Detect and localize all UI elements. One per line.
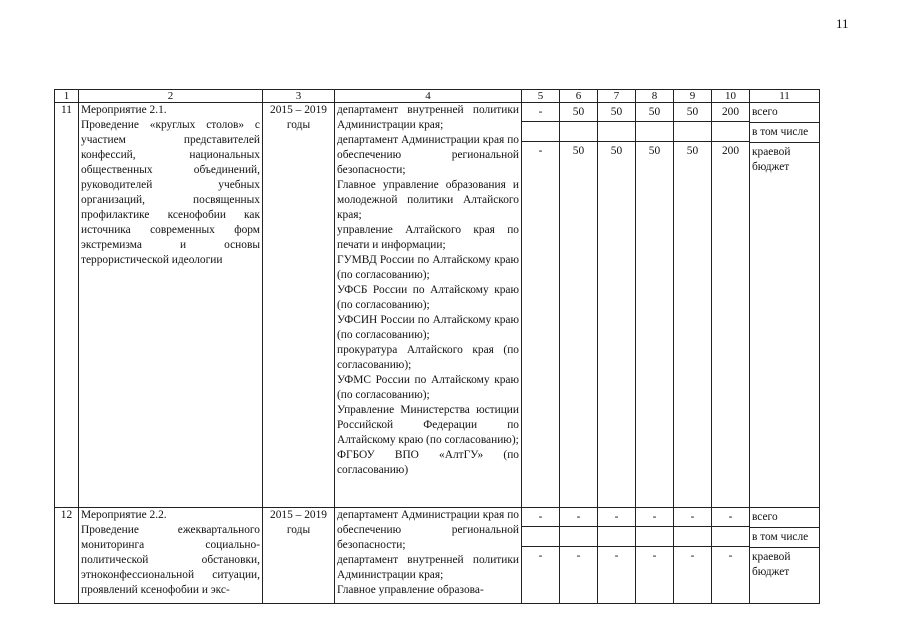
executors-cell	[335, 508, 522, 604]
total-value: -	[728, 511, 733, 523]
value-cell-col6	[560, 103, 598, 508]
label-including: в том числе	[750, 527, 819, 547]
executor: департамент внутренней политики Администрации края;	[337, 104, 519, 131]
total-value: 50	[572, 106, 585, 118]
regional-value: -	[538, 145, 543, 157]
row-number: 11	[55, 103, 79, 508]
regional-value: -	[652, 550, 657, 562]
regional-value: -	[576, 550, 581, 562]
executor: ФГБОУ ВПО «АлтГУ» (по согласованию)	[337, 449, 519, 476]
value-cell-col7	[598, 103, 636, 508]
activity-title: Мероприятие 2.1.	[81, 104, 167, 116]
activity-cell	[79, 103, 263, 508]
blank-value	[598, 121, 635, 142]
regional-value: -	[538, 550, 543, 562]
col-header: 10	[712, 90, 750, 103]
executor: департамент Администрации края по обеспечению региональной безопасности;	[337, 509, 519, 551]
activity-text: Проведение «круглых столов» с участием представителей конфессий, национальных общественных объединений, руководителей учебных организаций, посвященных профилактике ксенофобии как источника современных форм экстремизма и основы террористической идеологии	[81, 119, 260, 266]
regional-value: -	[728, 550, 733, 562]
label-regional-budget: краевой бюджет	[750, 142, 819, 177]
total-value: -	[538, 511, 543, 523]
executor: департамент Администрации края по обеспечению региональной безопасности;	[337, 134, 519, 176]
blank-value	[674, 526, 711, 547]
regional-value: -	[690, 550, 695, 562]
blank-value	[522, 121, 559, 142]
regional-value: 50	[686, 145, 699, 157]
executor: ГУМВД России по Алтайскому краю (по согласованию);	[337, 254, 519, 281]
regional-value: 50	[648, 145, 661, 157]
col-header: 3	[263, 90, 335, 103]
label-regional-budget: краевой бюджет	[750, 547, 819, 582]
col-header: 9	[674, 90, 712, 103]
col-header: 5	[522, 90, 560, 103]
blank-value	[560, 121, 597, 142]
label-total: всего	[752, 106, 778, 118]
row-number: 12	[55, 508, 79, 604]
source-cell	[750, 508, 820, 604]
total-value: 50	[648, 106, 661, 118]
total-value: -	[652, 511, 657, 523]
column-numbers-row	[55, 90, 820, 103]
activity-text: Проведение ежеквартального мониторинга социально-политической обстановки, этноконфессиональной ситуации, проявлений ксенофобии и экс-	[81, 524, 260, 596]
label-including: в том числе	[750, 122, 819, 142]
source-cell	[750, 103, 820, 508]
value-cell-col10	[712, 508, 750, 604]
regional-value: 50	[572, 145, 585, 157]
executor: УФСИН России по Алтайскому краю (по согласованию);	[337, 314, 519, 341]
value-cell-col8	[636, 508, 674, 604]
executor: УФМС России по Алтайскому краю (по согласованию);	[337, 374, 519, 401]
total-value: -	[538, 106, 543, 118]
executor: прокуратура Алтайского края (по согласованию);	[337, 344, 519, 371]
value-cell-col5	[522, 103, 560, 508]
total-value: -	[690, 511, 695, 523]
executor: Главное управление образова-	[337, 584, 484, 596]
value-cell-col8	[636, 103, 674, 508]
col-header: 11	[750, 90, 820, 103]
blank-value	[598, 526, 635, 547]
executors-cell	[335, 103, 522, 508]
blank-value	[636, 121, 673, 142]
executor: Управление Министерства юстиции Российской Федерации по Алтайскому краю (по согласованию);	[337, 404, 519, 446]
col-header: 7	[598, 90, 636, 103]
col-header: 2	[79, 90, 263, 103]
regional-value: 50	[610, 145, 623, 157]
total-value: 50	[686, 106, 699, 118]
executor: департамент внутренней политики Администрации края;	[337, 554, 519, 581]
activity-cell	[79, 508, 263, 604]
total-value: 200	[721, 106, 740, 118]
table-row	[55, 508, 820, 604]
years-cell: 2015 – 2019 годы	[263, 508, 335, 604]
total-value: 50	[610, 106, 623, 118]
value-cell-col10	[712, 103, 750, 508]
executor: управление Алтайского края по печати и информации;	[337, 224, 519, 251]
blank-value	[522, 526, 559, 547]
col-header: 6	[560, 90, 598, 103]
executor: Главное управление образования и молодежной политики Алтайского края;	[337, 179, 519, 221]
total-value: -	[576, 511, 581, 523]
years-cell: 2015 – 2019 годы	[263, 103, 335, 508]
col-header: 4	[335, 90, 522, 103]
program-table	[54, 89, 820, 604]
total-value: -	[614, 511, 619, 523]
activity-title: Мероприятие 2.2.	[81, 509, 167, 521]
value-cell-col7	[598, 508, 636, 604]
blank-value	[560, 526, 597, 547]
value-cell-col9	[674, 103, 712, 508]
regional-value: 200	[721, 145, 740, 157]
regional-value: -	[614, 550, 619, 562]
blank-value	[712, 121, 749, 142]
blank-value	[712, 526, 749, 547]
col-header: 1	[55, 90, 79, 103]
col-header: 8	[636, 90, 674, 103]
blank-value	[636, 526, 673, 547]
table-row	[55, 103, 820, 508]
blank-value	[674, 121, 711, 142]
executor: УФСБ России по Алтайскому краю (по согласованию);	[337, 284, 519, 311]
label-total: всего	[752, 511, 778, 523]
value-cell-col6	[560, 508, 598, 604]
page-number: 11	[836, 16, 849, 31]
value-cell-col9	[674, 508, 712, 604]
value-cell-col5	[522, 508, 560, 604]
